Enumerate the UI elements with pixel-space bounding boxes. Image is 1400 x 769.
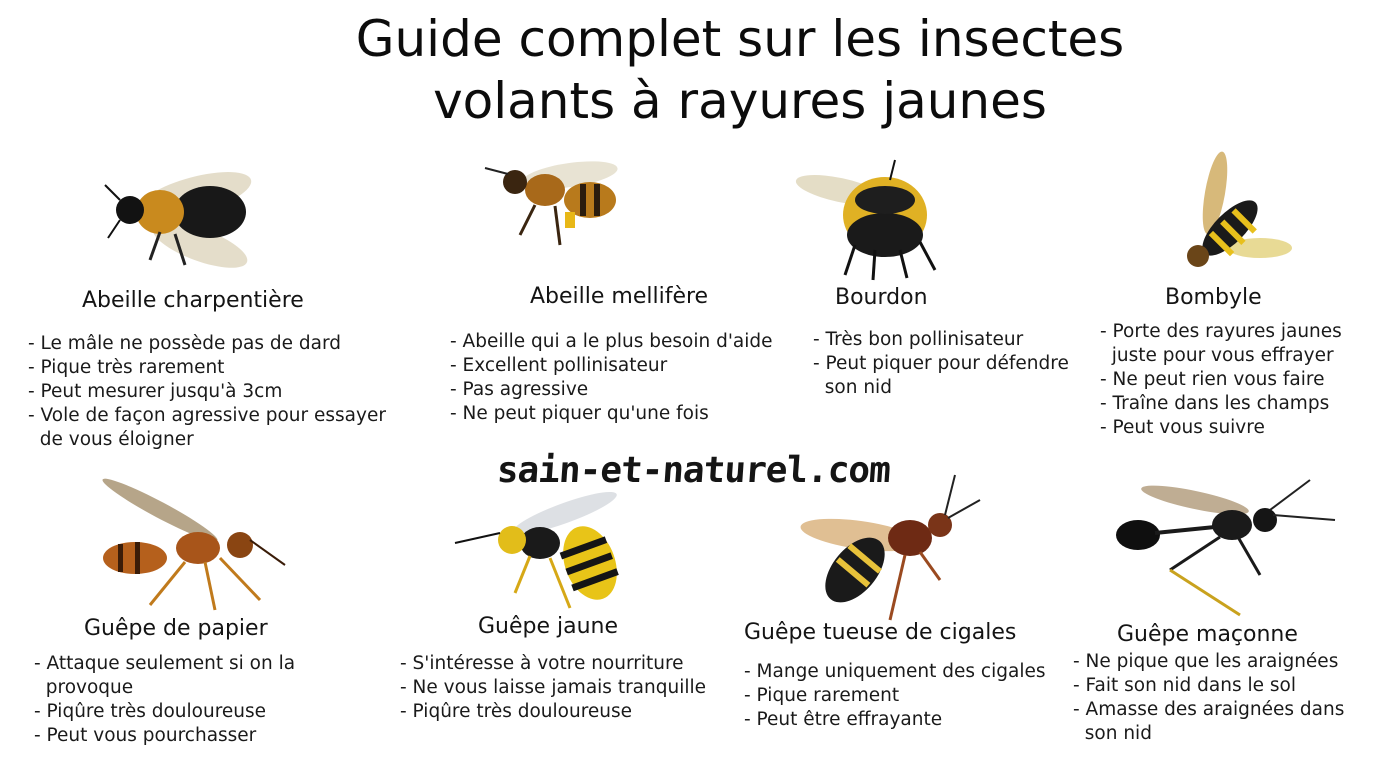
facts-carpenter-bee [28,332,386,452]
facts-bumblebee [813,328,1069,400]
fact-item: - Excellent pollinisateur [450,355,668,376]
facts-yellowjacket [400,652,706,724]
bumblebee-image [795,150,955,285]
fact-item: - Vole de façon agressive pour essayer [28,405,386,426]
fact-item: - Piqûre très douloureuse [34,701,267,722]
paper-wasp-image [80,470,290,615]
insect-name-cicada-killer: Guêpe tueuse de cigales [744,620,1017,645]
yellowjacket-image [450,488,630,613]
honey-bee-image [470,150,630,260]
fact-item: - Mange uniquement des cigales [744,661,1046,682]
mud-dauber-image [1110,475,1340,620]
insect-name-yellowjacket: Guêpe jaune [478,614,619,639]
fact-item: - Peut piquer pour défendre [813,353,1069,374]
fact-item: - Le mâle ne possède pas de dard [28,333,341,354]
fact-item: provoque [34,677,134,698]
fact-item: - Porte des rayures jaunes [1100,321,1342,342]
insect-name-hoverfly: Bombyle [1165,285,1262,310]
hoverfly-image [1170,148,1300,278]
website-watermark: sain-et-naturel.com [495,450,892,491]
fact-item: - Pas agressive [450,379,589,400]
fact-item: - Pique rarement [744,685,900,706]
title-line-2: volants à rayures jaunes [433,72,1047,130]
facts-cicada-killer [744,660,1045,732]
fact-item: - Fait son nid dans le sol [1073,675,1296,696]
fact-item: - Piqûre très douloureuse [400,701,633,722]
insect-name-bumblebee: Bourdon [835,285,928,310]
insect-name-mud-dauber: Guêpe maçonne [1117,622,1298,647]
fact-item: son nid [813,377,892,398]
page-title [250,8,1230,132]
fact-item: - Attaque seulement si on la [34,653,296,674]
insect-name-carpenter-bee: Abeille charpentière [82,288,304,313]
fact-item: - Peut être effrayante [744,709,943,730]
fact-item: - Peut vous suivre [1100,417,1265,438]
fact-item: - Ne pique que les araignées [1073,651,1339,672]
insect-name-paper-wasp: Guêpe de papier [84,616,268,641]
facts-honey-bee [450,330,773,426]
fact-item: - Peut vous pourchasser [34,725,257,746]
cicada-killer-image [790,470,990,630]
fact-item: juste pour vous effrayer [1100,345,1334,366]
fact-item: - Amasse des araignées dans [1073,699,1345,720]
fact-item: - Abeille qui a le plus besoin d'aide [450,331,773,352]
fact-item: - Traîne dans les champs [1100,393,1330,414]
fact-item: - Pique très rarement [28,357,225,378]
fact-item: - Ne peut rien vous faire [1100,369,1325,390]
title-line-1: Guide complet sur les insectes [355,10,1125,68]
fact-item: - Peut mesurer jusqu'à 3cm [28,381,283,402]
fact-item: - Ne peut piquer qu'une fois [450,403,709,424]
carpenter-bee-image [100,150,260,280]
facts-mud-dauber [1073,650,1344,746]
fact-item: - Très bon pollinisateur [813,329,1024,350]
insect-name-honey-bee: Abeille mellifère [530,284,709,309]
fact-item: - S'intéresse à votre nourriture [400,653,684,674]
facts-hoverfly [1100,320,1342,440]
fact-item: son nid [1073,723,1152,744]
facts-paper-wasp [34,652,295,748]
fact-item: de vous éloigner [28,429,194,450]
fact-item: - Ne vous laisse jamais tranquille [400,677,707,698]
